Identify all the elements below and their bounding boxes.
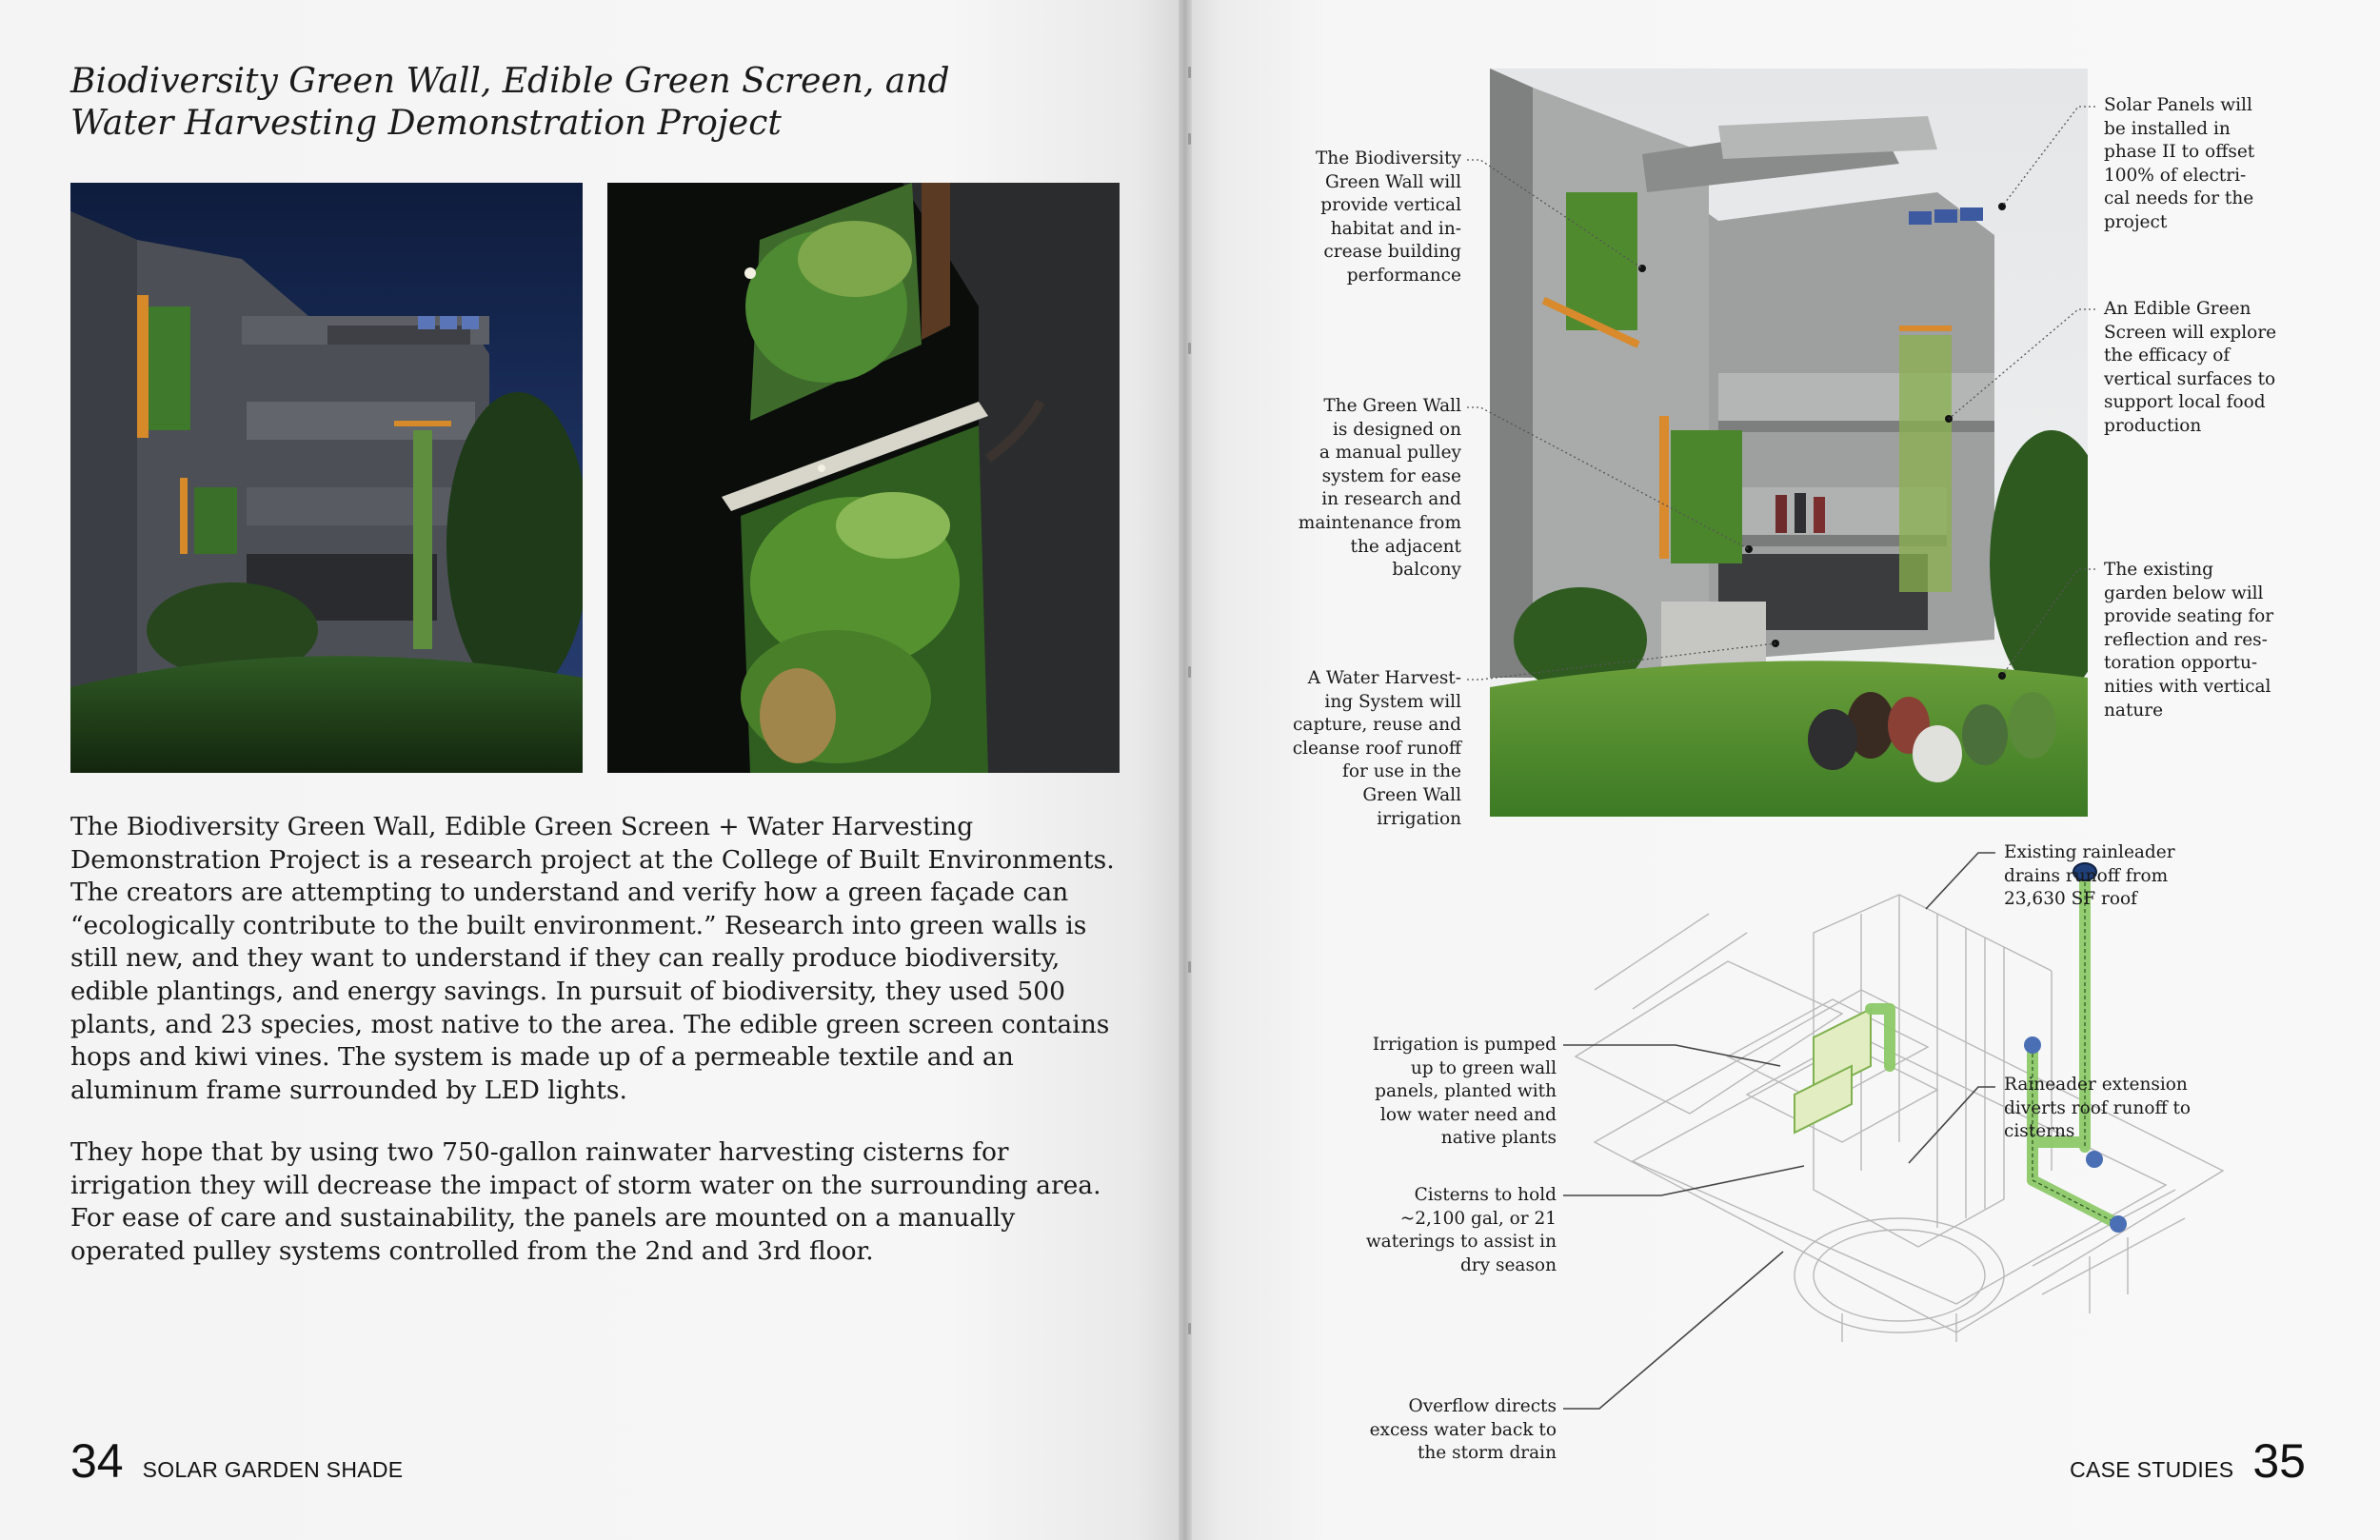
page-title [70, 61, 1022, 145]
left-folio [70, 1433, 403, 1489]
callout-cisterns: Cisterns to hold ~2,100 gal, or 21 waterings to assist in dry season [1365, 1185, 1557, 1275]
callout-edible-screen: An Edible Green Screen will explore the efficacy of vertical surfaces to support local food production [2104, 299, 2277, 436]
page-number-left: 34 [70, 1434, 124, 1488]
right-page [1185, 0, 2380, 1540]
body-paragraph-1: The Biodiversity Green Wall, Edible Green Screen + Water Harvesting Demonstration Project is a research project at the College of Built Environments. The creators are attempting to understand and verify how a green façade can “ecologically contribute to the built environment.” Research into green walls is still new, and they want to understand if they can really produce biodiversity, edible plantings, and energy savings. In pursuit of biodiversity, they used 500 plants, and 23 species, most native to the area. The edible green screen contains hops and kiwi vines. The system is made up of a permeable textile and an aluminum frame surrounded by LED lights. [70, 812, 1115, 1105]
binding-stitch [1188, 133, 1191, 145]
callout-solar-panels: Solar Panels will be installed in phase II to offset 100% of electri- cal needs for the project [2104, 95, 2255, 232]
running-head-right: CASE STUDIES [2070, 1457, 2234, 1482]
callout-biodiversity-wall: The Biodiversity Green Wall will provide vertical habitat and in- crease building performance [1315, 148, 1461, 286]
callout-water-harvesting: A Water Harvest- ing System will capture, reuse and cleanse roof runoff for use in the Green Wall irrigation [1292, 668, 1461, 829]
callout-existing-garden: The existing garden below will provide seating for reflection and res- toration opportu- nities with vertical nature [2104, 560, 2274, 721]
binding-stitch [1188, 343, 1191, 354]
book-spine [1179, 0, 1192, 1540]
right-folio [2070, 1433, 2306, 1489]
page-number-right: 35 [2252, 1434, 2306, 1488]
callout-rainleader: Existing rainleader drains runoff from 23,630 SF roof [2004, 842, 2175, 910]
binding-stitch [1188, 1323, 1191, 1334]
callout-irrigation: Irrigation is pumped up to green wall panels, planted with low water need and native plants [1372, 1035, 1557, 1149]
night-building-photo [70, 183, 583, 773]
binding-stitch [1188, 67, 1191, 78]
binding-stitch [1188, 961, 1191, 973]
left-page [0, 0, 1185, 1540]
green-wall-closeup-photo [607, 183, 1120, 773]
callout-rainleader-extension: Raineader extension diverts roof runoff to cisterns [2004, 1075, 2192, 1142]
callout-pulley-system: The Green Wall is designed on a manual pulley system for ease in research and maintenance from the adjacent balcony [1298, 396, 1461, 581]
body-paragraph-2: They hope that by using two 750-gallon rainwater harvesting cisterns for irrigation they will decrease the impact of storm water on the surrounding area. For ease of care and sustainability, the panels are mounted on a manually operated pulley systems controlled from the 2nd and 3rd floor. [70, 1137, 1101, 1266]
title-line-2: Water Harvesting Demonstration Project [70, 104, 782, 143]
binding-stitch [1188, 666, 1191, 678]
title-line-1: Biodiversity Green Wall, Edible Green Screen, and [70, 62, 950, 101]
callout-overflow: Overflow directs excess water back to the storm drain [1369, 1396, 1557, 1464]
running-head-left: SOLAR GARDEN SHADE [142, 1457, 404, 1482]
